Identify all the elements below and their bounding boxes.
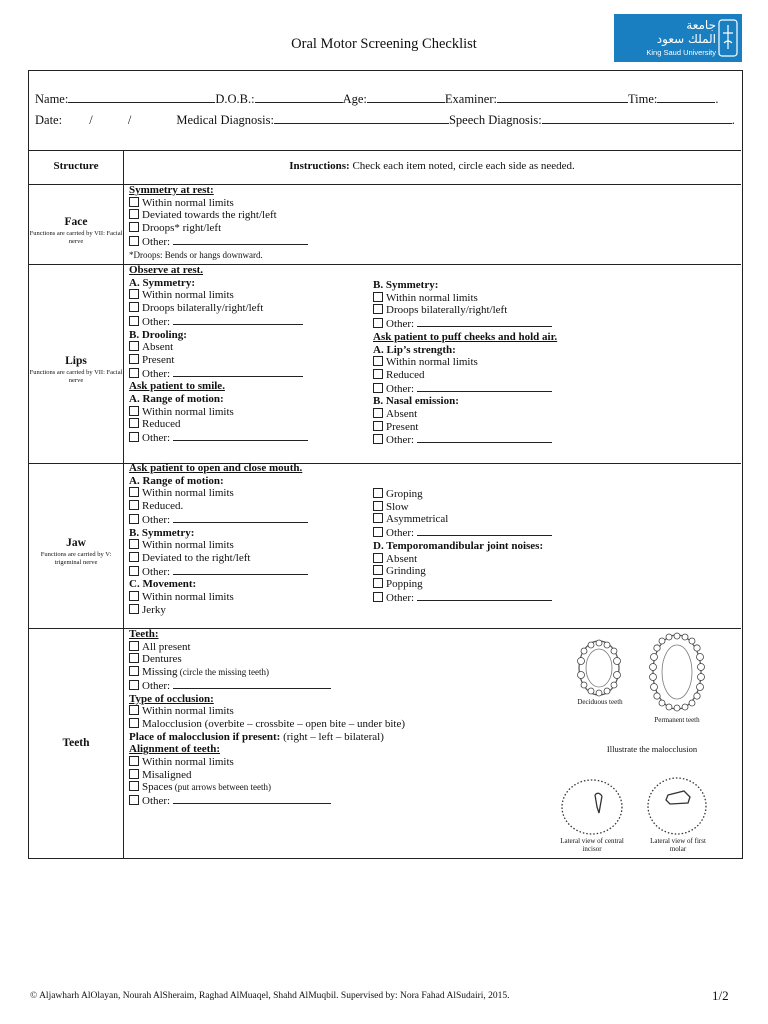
other-field[interactable] <box>173 235 308 245</box>
checkbox[interactable] <box>373 488 383 498</box>
checklist-item: Other: <box>373 591 552 605</box>
checkbox[interactable] <box>129 368 139 378</box>
checklist-item: Other: <box>373 433 557 447</box>
checkbox[interactable] <box>373 383 383 393</box>
checklist-item: Other: <box>129 367 308 381</box>
checklist-item: Within normal limits <box>129 289 308 302</box>
checklist-item: Groping <box>373 488 552 501</box>
header-row-2: Date: / / Medical Diagnosis: Speech Diagnosis: . <box>35 113 735 127</box>
checkbox[interactable] <box>373 527 383 537</box>
footnote: *Droops: Bends or hangs downward. <box>129 249 263 260</box>
medical-diagnosis-field[interactable] <box>274 113 449 124</box>
checklist-item: All present <box>129 641 405 654</box>
speech-diagnosis-label: Speech Diagnosis: <box>448 113 542 127</box>
checklist-item: Jerky <box>129 604 308 617</box>
checklist-item: Other: <box>373 382 557 396</box>
checklist-item: Droops bilaterally/right/left <box>373 304 557 317</box>
checkbox[interactable] <box>129 756 139 766</box>
page-title: Oral Motor Screening Checklist <box>291 36 477 52</box>
other-field[interactable] <box>173 315 303 325</box>
checklist-item: Popping <box>373 578 552 591</box>
other-field[interactable] <box>173 679 331 689</box>
first-molar-drawing-area[interactable] <box>646 775 708 837</box>
checkbox[interactable] <box>373 578 383 588</box>
university-logo <box>614 14 742 62</box>
checkbox[interactable] <box>129 795 139 805</box>
date-slash-2: / <box>127 113 132 127</box>
checklist-item: Within normal limits <box>129 539 308 552</box>
face-section: Symmetry at rest: Within normal limits Deviated towards the right/left Droops* right/left Other: *Droops: Bends or hangs downward. <box>129 184 308 261</box>
checkbox[interactable] <box>129 236 139 246</box>
date-label: Date: <box>35 113 63 127</box>
other-field[interactable] <box>173 431 308 441</box>
checkbox[interactable] <box>373 565 383 575</box>
checklist-item: Reduced. <box>129 500 308 513</box>
lips-right-column: B. Symmetry: Within normal limits Droops bilaterally/right/left Other: Ask patient to puff cheeks and hold air. A. Lip’s strength: Within normal limits Reduced Other: B. Nasal emission: Absent Present Other: <box>373 279 558 447</box>
checkbox[interactable] <box>129 666 139 676</box>
examiner-field[interactable] <box>497 92 628 103</box>
row-divider <box>29 150 741 151</box>
instructions: Instructions: Check each item noted, circle each side as needed. <box>289 160 575 172</box>
deciduous-teeth-diagram[interactable] <box>574 637 624 699</box>
page-number: 1/2 <box>712 988 729 1003</box>
checkbox[interactable] <box>373 592 383 602</box>
other-field[interactable] <box>417 591 552 601</box>
age-label: Age: <box>342 92 367 106</box>
central-incisor-caption: Lateral view of central incisor <box>560 837 624 853</box>
emblem-icon <box>718 19 738 57</box>
checkbox[interactable] <box>129 680 139 690</box>
checklist-item: Other: <box>373 526 552 540</box>
checkbox[interactable] <box>129 406 139 416</box>
checkbox[interactable] <box>129 705 139 715</box>
checklist-item: Within normal limits <box>129 756 405 769</box>
checkbox[interactable] <box>129 566 139 576</box>
deciduous-teeth-caption: Deciduous teeth <box>577 698 623 706</box>
checkbox[interactable] <box>129 500 139 510</box>
checkbox[interactable] <box>373 408 383 418</box>
checkbox[interactable] <box>129 302 139 312</box>
jaw-structure: Jaw Functions are carried by V: trigeminal nerve <box>40 537 112 566</box>
time-label: Time: <box>627 92 658 106</box>
checklist-item: Deviated to the right/left <box>129 552 308 565</box>
checkbox[interactable] <box>129 539 139 549</box>
checklist-item: Present <box>129 354 308 367</box>
checkbox[interactable] <box>129 316 139 326</box>
checklist-item: Absent <box>373 408 557 421</box>
checklist-item: Other: <box>373 317 557 331</box>
checkbox[interactable] <box>373 356 383 366</box>
checkbox[interactable] <box>129 641 139 651</box>
permanent-teeth-caption: Permanent teeth <box>654 716 700 724</box>
checklist-item: Within normal limits <box>129 406 308 419</box>
teeth-structure: Teeth <box>62 737 90 749</box>
name-label: Name: <box>35 92 69 106</box>
date-slash-1: / <box>89 113 93 127</box>
central-incisor-drawing-area[interactable] <box>559 777 625 837</box>
column-divider <box>123 150 124 858</box>
time-field[interactable] <box>657 92 715 103</box>
checkbox[interactable] <box>129 432 139 442</box>
checkbox[interactable] <box>129 418 139 428</box>
checkbox[interactable] <box>373 369 383 379</box>
checkbox[interactable] <box>129 354 139 364</box>
checkbox[interactable] <box>129 341 139 351</box>
checklist-item: Asymmetrical <box>373 513 552 526</box>
other-field[interactable] <box>173 794 331 804</box>
checklist-item: Other: <box>129 235 308 249</box>
checklist-item: Grinding <box>373 565 552 578</box>
checkbox[interactable] <box>129 289 139 299</box>
checklist-item: Dentures <box>129 653 405 666</box>
checklist-item: Droops* right/left <box>129 222 308 235</box>
checklist-item: Other: <box>129 431 308 445</box>
checkbox[interactable] <box>129 222 139 232</box>
checklist-item: Within normal limits <box>129 705 405 718</box>
checkbox[interactable] <box>373 553 383 563</box>
checkbox[interactable] <box>373 292 383 302</box>
checklist-item: Within normal limits <box>129 591 308 604</box>
checkbox[interactable] <box>373 513 383 523</box>
checkbox[interactable] <box>373 421 383 431</box>
checklist-item: Other: <box>129 513 308 527</box>
checkbox[interactable] <box>129 653 139 663</box>
checklist-table <box>28 70 743 859</box>
checklist-item: Other: <box>129 315 308 329</box>
dob-field[interactable] <box>255 92 343 103</box>
checkbox[interactable] <box>129 591 139 601</box>
illustrate-label: Illustrate the malocclusion <box>606 744 698 754</box>
checklist-item: Slow <box>373 501 552 514</box>
other-field[interactable] <box>417 382 552 392</box>
checklist-item: Within normal limits <box>129 487 308 500</box>
checklist-item: Spaces (put arrows between teeth) <box>129 781 405 794</box>
checkbox[interactable] <box>373 434 383 444</box>
checkbox[interactable] <box>373 304 383 314</box>
checkbox[interactable] <box>129 781 139 791</box>
checklist-item: Within normal limits <box>373 292 557 305</box>
checkbox[interactable] <box>129 604 139 614</box>
checklist-item: Other: <box>129 794 405 808</box>
first-molar-caption: Lateral view of first molar <box>650 837 706 853</box>
structure-column-header: Structure <box>53 160 99 172</box>
face-structure: Face Functions are carried by VII: Facial nerve <box>29 216 123 245</box>
checkbox[interactable] <box>129 209 139 219</box>
examiner-label: Examiner: <box>444 92 497 106</box>
header-row-1: Name: D.O.B.: Age: Examiner: Time: . <box>35 92 719 106</box>
speech-diagnosis-field[interactable] <box>542 113 732 124</box>
medical-diagnosis-label: Medical Diagnosis: <box>176 113 274 127</box>
checkbox[interactable] <box>373 501 383 511</box>
other-field[interactable] <box>173 565 308 575</box>
jaw-right-column: Groping Slow Asymmetrical Other: D. Temporomandibular joint noises: Absent Grinding Popping Other: <box>373 488 552 604</box>
logo-english: King Saud University <box>646 48 716 57</box>
permanent-teeth-diagram[interactable] <box>649 631 705 713</box>
other-field[interactable] <box>173 513 308 523</box>
lips-structure: Lips Functions are carried by VII: Facial nerve <box>29 355 123 384</box>
checkbox[interactable] <box>129 487 139 497</box>
checklist-item: Reduced <box>129 418 308 431</box>
checklist-item: Within normal limits <box>373 356 557 369</box>
checklist-item: Malocclusion (overbite – crossbite – open bite – under bite) <box>129 718 405 731</box>
other-field[interactable] <box>417 433 552 443</box>
checkbox[interactable] <box>129 552 139 562</box>
checkbox[interactable] <box>129 514 139 524</box>
checklist-item: Within normal limits <box>129 197 308 210</box>
checklist-item: Other: <box>129 679 405 693</box>
other-field[interactable] <box>173 367 303 377</box>
checklist-item: Droops bilaterally/right/left <box>129 302 308 315</box>
other-field[interactable] <box>417 526 552 536</box>
checkbox[interactable] <box>129 769 139 779</box>
checkbox[interactable] <box>373 318 383 328</box>
checklist-item: Deviated towards the right/left <box>129 209 308 222</box>
age-field[interactable] <box>367 92 445 103</box>
dob-label: D.O.B.: <box>215 92 255 106</box>
teeth-section: Teeth: All present Dentures Missing (circle the missing teeth) Other: Type of occlusion: Within normal limits Malocclusion (overbite – crossbite – open bite – under bite) Place of malocclusion if present: (right – left – bilateral) Alignment of teeth: Within normal limits Misaligned Spaces (put arrows between teeth) Other: <box>129 628 406 808</box>
checklist-item: Present <box>373 421 557 434</box>
jaw-left-column: Ask patient to open and close mouth. A. Range of motion: Within normal limits Reduced. Other: B. Symmetry: Within normal limits Deviated to the right/left Other: C. Movement: Within normal limits Jerky <box>129 462 308 616</box>
lips-left-column: Observe at rest. A. Symmetry: Within normal limits Droops bilaterally/right/left Other: B. Drooling: Absent Present Other: Ask patient to smile. A. Range of motion: Within normal limits Reduced Other: <box>129 264 308 445</box>
checklist-item: Absent <box>373 553 552 566</box>
malocclusion-place: Place of malocclusion if present: (right – left – bilateral) <box>129 730 384 743</box>
checklist-item: Other: <box>129 565 308 579</box>
copyright-footer: © Aljawharh AlOlayan, Nourah AlSheraim, Raghad AlMuaqel, Shahd AlMuqbil. Supervised by: Nora Fahad AlSudairi, 2015. <box>30 991 510 1001</box>
name-field[interactable] <box>68 92 215 103</box>
other-field[interactable] <box>417 317 552 327</box>
checkbox[interactable] <box>129 718 139 728</box>
checklist-item: Misaligned <box>129 769 405 782</box>
checkbox[interactable] <box>129 197 139 207</box>
checklist-item: Absent <box>129 341 308 354</box>
checklist-item: Reduced <box>373 369 557 382</box>
checklist-item: Missing (circle the missing teeth) <box>129 666 405 679</box>
logo-arabic: جامعة الملك سعود <box>656 18 716 46</box>
